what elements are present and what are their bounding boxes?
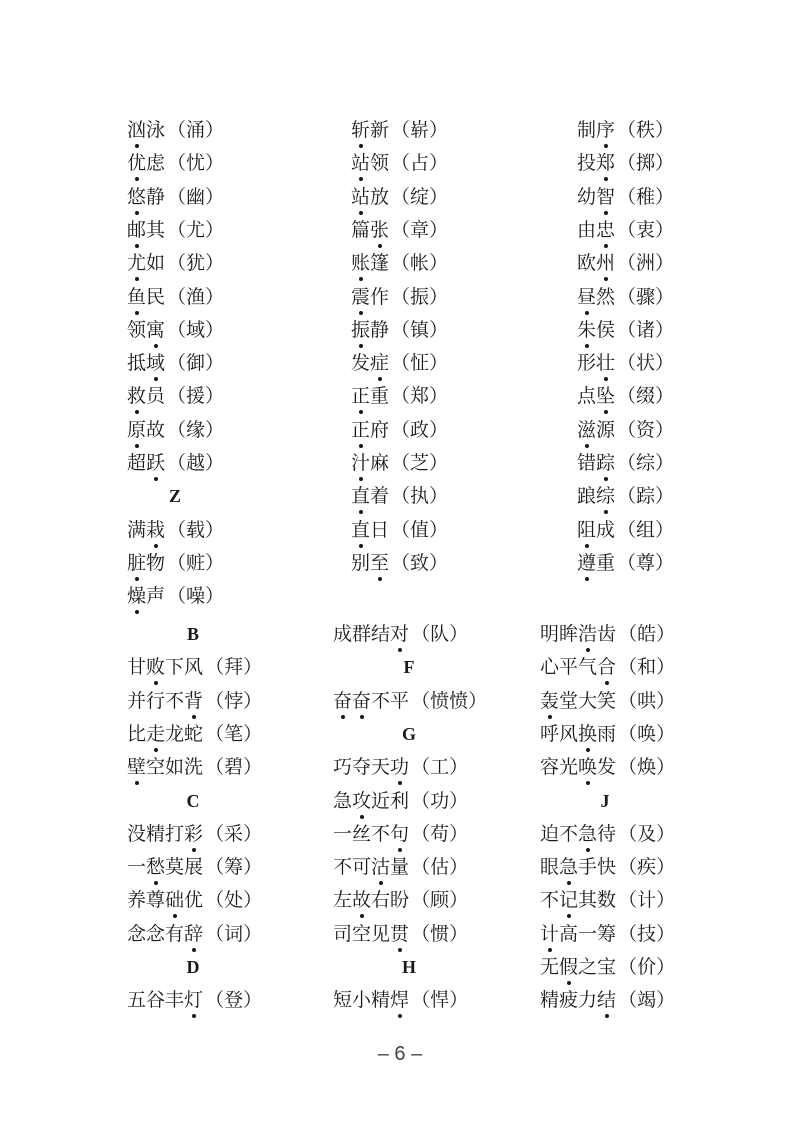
word-text: 鱼民: [127, 286, 165, 308]
correction-text: （尤）: [167, 218, 225, 241]
word-entry: [577, 182, 674, 212]
word-entry: [333, 852, 468, 882]
section-letter: H: [401, 957, 416, 977]
correction-text: （惯）: [411, 922, 469, 945]
correction-text: （执）: [391, 485, 449, 508]
word-text: 一愁莫展: [127, 856, 203, 878]
correction-text: （及）: [618, 822, 676, 845]
word-text: 不可沽量: [333, 856, 409, 878]
word-text: 遵重: [577, 552, 615, 574]
word-entry: [127, 148, 224, 178]
correction-text: （碧）: [205, 756, 263, 779]
word-text: 形壮: [577, 352, 615, 374]
correction-text: （占）: [391, 152, 449, 175]
word-entry: [540, 985, 675, 1015]
correction-text: （疾）: [618, 856, 676, 879]
word-text: 投郑: [577, 152, 615, 174]
word-text: 眼急手快: [540, 856, 616, 878]
word-text: 急攻近利: [333, 790, 409, 812]
word-text: 账篷: [351, 252, 389, 274]
correction-text: （笔）: [205, 722, 263, 745]
word-text: 汁麻: [351, 452, 389, 474]
word-entry: [540, 819, 675, 849]
word-entry: [127, 752, 262, 782]
correction-text: （资）: [617, 418, 675, 441]
word-text: 站放: [351, 186, 389, 208]
correction-text: （综）: [617, 452, 675, 474]
correction-text: （郑）: [391, 385, 449, 408]
word-entry: [127, 448, 224, 478]
word-text: 幼智: [577, 186, 615, 208]
word-text: 养尊础优: [127, 889, 203, 911]
correction-text: （怔）: [391, 352, 449, 375]
correction-text: （诸）: [617, 318, 675, 341]
correction-text: （御）: [167, 352, 225, 375]
word-entry: [333, 786, 468, 816]
word-entry: [351, 481, 448, 511]
correction-text: （焕）: [618, 756, 676, 779]
word-entry: [127, 852, 262, 882]
word-entry: [577, 215, 674, 245]
correction-text: （犹）: [167, 252, 225, 275]
word-text: 优虑: [127, 152, 165, 174]
word-text: 发症: [351, 352, 389, 374]
word-entry: [351, 282, 448, 312]
word-text: 明眸浩齿: [540, 623, 616, 645]
section-letter: C: [186, 790, 200, 811]
word-entry: [127, 985, 262, 1015]
correction-text: （绽）: [391, 185, 449, 208]
word-text: 脏物: [127, 552, 165, 574]
word-text: 巧夺天功: [333, 756, 409, 778]
word-text: 救员: [127, 385, 165, 407]
word-entry: [127, 581, 224, 611]
word-entry: [577, 515, 674, 545]
word-entry: [127, 215, 224, 245]
word-text: 比走龙蛇: [127, 723, 203, 745]
correction-text: （词）: [205, 922, 263, 945]
correction-text: （登）: [205, 989, 263, 1012]
word-text: 直日: [351, 519, 389, 541]
word-entry: [351, 182, 448, 212]
correction-text: （计）: [618, 889, 676, 912]
correction-text: （苟）: [411, 822, 469, 845]
correction-text: （振）: [391, 285, 449, 308]
correction-text: （骤）: [617, 285, 675, 308]
word-entry: [333, 752, 468, 782]
correction-text: （尊）: [617, 551, 675, 574]
correction-text: （秩）: [617, 119, 675, 141]
correction-text: （幽）: [167, 185, 225, 208]
word-entry: [333, 885, 468, 915]
word-entry: [577, 348, 674, 378]
correction-text: （队）: [411, 623, 469, 645]
word-entry: [351, 248, 448, 278]
correction-text: （工）: [411, 756, 469, 779]
word-text: 阻成: [577, 519, 615, 541]
word-entry: [127, 919, 262, 949]
word-text: 欧州: [577, 252, 615, 274]
word-entry: [333, 919, 468, 949]
correction-text: （致）: [391, 551, 449, 574]
word-text: 容光唤发: [540, 756, 616, 778]
word-text: 左故右盼: [333, 889, 409, 911]
word-text: 抵域: [127, 352, 165, 374]
word-text: 昼然: [577, 286, 615, 308]
word-entry: [577, 548, 674, 578]
correction-text: （稚）: [617, 185, 675, 208]
word-text: 别至: [351, 552, 389, 574]
word-text: 甘败下风: [127, 656, 203, 678]
word-entry: [577, 248, 674, 278]
word-entry: [351, 315, 448, 345]
word-entry: [577, 415, 674, 445]
correction-text: （缘）: [167, 418, 225, 441]
word-entry: [540, 852, 675, 882]
correction-text: （估）: [411, 856, 469, 879]
word-text: 错踪: [577, 452, 615, 474]
word-text: 没精打彩: [127, 823, 203, 845]
word-entry: [577, 315, 674, 345]
word-entry: [351, 515, 448, 545]
word-entry: [351, 215, 448, 245]
word-entry: [577, 381, 674, 411]
word-entry: [577, 148, 674, 178]
correction-text: （技）: [618, 922, 676, 945]
word-text: 壁空如洗: [127, 756, 203, 778]
correction-text: （越）: [167, 452, 225, 474]
word-text: 踉综: [577, 485, 615, 507]
word-entry: [127, 381, 224, 411]
word-entry: [351, 415, 448, 445]
correction-text: （镇）: [391, 318, 449, 341]
word-text: 站领: [351, 152, 389, 174]
word-text: 呼风换雨: [540, 723, 616, 745]
word-entry: [127, 282, 224, 312]
word-text: 震作: [351, 286, 389, 308]
correction-text: （功）: [411, 789, 469, 812]
section-letter: J: [600, 790, 610, 811]
word-entry: [127, 548, 224, 578]
word-entry: [577, 448, 674, 478]
word-text: 心平气合: [540, 656, 616, 678]
word-entry: [127, 686, 262, 716]
word-text: 超跃: [127, 452, 165, 474]
correction-text: （值）: [391, 518, 449, 541]
word-entry: [540, 919, 675, 949]
correction-text: （载）: [167, 518, 225, 541]
word-text: 振静: [351, 319, 389, 341]
correction-text: （域）: [167, 318, 225, 341]
word-entry: [127, 719, 262, 749]
word-entry: [540, 619, 675, 649]
word-text: 精疲力结: [540, 989, 616, 1011]
word-text: 滋源: [577, 419, 615, 441]
word-entry: [333, 819, 468, 849]
correction-text: （唤）: [618, 722, 676, 745]
section-letter: G: [401, 723, 416, 744]
correction-text: （顾）: [411, 889, 469, 912]
word-text: 不记其数: [540, 889, 616, 911]
word-text: 迫不急待: [540, 823, 616, 845]
word-entry: [351, 148, 448, 178]
word-entry: [577, 282, 674, 312]
word-entry: [351, 348, 448, 378]
correction-text: （章）: [391, 218, 449, 241]
word-text: 司空见贯: [333, 923, 409, 945]
correction-text: （皓）: [618, 623, 676, 645]
correction-text: （掷）: [617, 152, 675, 175]
section-letter: D: [186, 957, 200, 977]
section-letter: Z: [168, 486, 181, 507]
correction-text: （价）: [618, 956, 676, 978]
correction-text: （赃）: [167, 551, 225, 574]
word-text: 朱侯: [577, 319, 615, 341]
correction-text: （芝）: [391, 452, 449, 474]
word-text: 正重: [351, 385, 389, 407]
word-text: 成群结对: [333, 623, 409, 645]
word-entry: [540, 885, 675, 915]
word-entry: [127, 182, 224, 212]
word-entry: [127, 819, 262, 849]
word-entry: [351, 115, 448, 145]
word-text: 邮其: [127, 219, 165, 241]
correction-text: （洲）: [617, 252, 675, 275]
page-number: – 6 –: [377, 1043, 423, 1065]
word-entry: [333, 686, 487, 716]
word-entry: [540, 752, 675, 782]
word-text: 短小精焊: [333, 989, 409, 1011]
word-text: 正府: [351, 419, 389, 441]
correction-text: （涌）: [167, 119, 225, 141]
correction-text: （哄）: [618, 689, 676, 712]
correction-text: （缀）: [617, 385, 675, 408]
correction-text: （愤愤）: [411, 689, 488, 712]
word-text: 尤如: [127, 252, 165, 274]
word-entry: [127, 115, 224, 145]
word-entry: [351, 448, 448, 478]
word-entry: [127, 248, 224, 278]
word-entry: [351, 381, 448, 411]
word-entry: [127, 885, 262, 915]
correction-text: （筹）: [205, 856, 263, 879]
word-entry: [127, 348, 224, 378]
word-entry: [577, 481, 674, 511]
word-entry: [540, 686, 675, 716]
word-text: 奋奋不平: [333, 690, 409, 712]
word-entry: [127, 515, 224, 545]
word-text: 篇张: [351, 219, 389, 241]
word-entry: [540, 952, 675, 982]
word-text: 一丝不句: [333, 823, 409, 845]
word-entry: [127, 415, 224, 445]
word-text: 汹泳: [127, 119, 165, 141]
word-entry: [333, 985, 468, 1015]
word-text: 轰堂大笑: [540, 690, 616, 712]
word-text: 无假之宝: [540, 956, 616, 978]
word-text: 原故: [127, 419, 165, 441]
section-letter: B: [186, 624, 199, 644]
word-text: 点坠: [577, 385, 615, 407]
word-entry: [540, 719, 675, 749]
word-entry: [540, 652, 675, 682]
word-text: 悠静: [127, 186, 165, 208]
correction-text: （踪）: [617, 485, 675, 508]
correction-text: （拜）: [205, 656, 263, 679]
correction-text: （政）: [391, 418, 449, 441]
correction-text: （竭）: [618, 989, 676, 1012]
correction-text: （组）: [617, 518, 675, 541]
correction-text: （和）: [618, 656, 676, 679]
correction-text: （援）: [167, 385, 225, 408]
correction-text: （状）: [617, 352, 675, 375]
word-entry: [577, 115, 674, 145]
correction-text: （崭）: [391, 119, 449, 141]
word-entry: [127, 652, 262, 682]
word-text: 斩新: [351, 119, 389, 141]
correction-text: （采）: [205, 822, 263, 845]
word-text: 念念有辞: [127, 923, 203, 945]
correction-text: （处）: [205, 889, 263, 912]
word-text: 制序: [577, 119, 615, 141]
word-text: 燥声: [127, 585, 165, 607]
word-text: 由忠: [577, 219, 615, 241]
correction-text: （渔）: [167, 285, 225, 308]
word-text: 并行不背: [127, 690, 203, 712]
correction-text: （忧）: [167, 152, 225, 175]
word-text: 满栽: [127, 519, 165, 541]
word-entry: [127, 315, 224, 345]
correction-text: （悍）: [411, 989, 469, 1012]
correction-text: （悖）: [205, 689, 263, 712]
word-text: 计高一筹: [540, 923, 616, 945]
correction-text: （噪）: [167, 585, 225, 608]
word-entry: [351, 548, 448, 578]
word-entry: [333, 619, 468, 649]
correction-text: （帐）: [391, 252, 449, 275]
word-text: 直着: [351, 485, 389, 507]
word-text: 领寓: [127, 319, 165, 341]
correction-text: （衷）: [617, 218, 675, 241]
section-letter: F: [403, 657, 415, 678]
word-text: 五谷丰灯: [127, 989, 203, 1011]
